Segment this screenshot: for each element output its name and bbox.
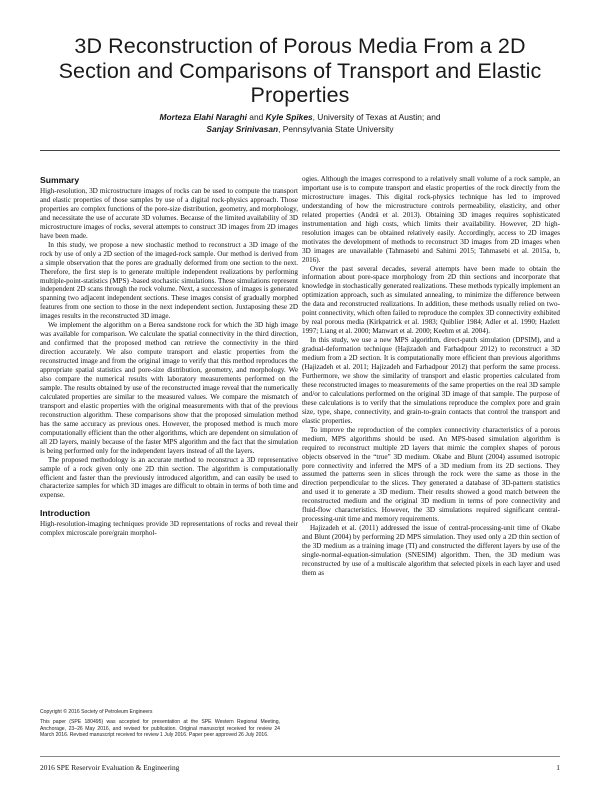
body-paragraph: ogies. Although the images correspond to a relatively small volume of a rock sample, an important use is to compute transport and elastic properties of the rock directly from the microstructure images. This digital rock-physics technique has led to improved understanding of how the microstructure controls permeability, elasticity, and other related properties (Andrä et al. 2013). Obtaining 3D images requires sophisticated instrumentation and high costs, which limits their availability. However, 2D high-resolution images can be obtained relatively easily. Accordingly, access to 2D images motivates the development of methods to reconstruct 3D images from 2D images when 3D images are unavailable (Tahmasebi and Sahimi 2015; Tahmasebi et al. 2015a, b, 2016). <box>302 175 560 264</box>
right-column <box>302 175 560 578</box>
affiliation-1: , University of Texas at Austin; and <box>312 112 441 122</box>
page-number: 1 <box>556 763 560 772</box>
summary-heading: Summary <box>40 175 80 185</box>
author-1: Morteza Elahi Naraghi <box>159 112 247 122</box>
introduction-paragraph: High-resolution-imaging techniques provide 3D representations of rocks and reveal their complex microscale pore/grain morphol- <box>40 520 298 538</box>
author-3: Sanjay Srinivasan <box>206 124 279 134</box>
footer-rule <box>40 756 560 757</box>
author-block <box>40 111 560 135</box>
body-paragraph: To improve the reproduction of the complex connectivity characteristics of a porous medium, MPS algorithms should be used. An MPS-based simulation algorithm is required to reconstruct multiple 2D layers that mimic the complex shapes of porous objects observed in the “true” 3D medium. Okabe and Blunt (2004) assumed isotropic pore connectivity and inferred the MPS of a 3D medium from its 2D sections. They assumed the patterns seen in slices through the rock were the same as those in the direction perpendicular to the slices. They generated a database of 3D-pattern statistics and used it to generate a 3D medium. Their results showed a good match between the reconstructed medium and the original 3D medium in terms of pore connectivity and fluid-flow characteristics. However, the 3D simulations required significant central-processing-unit time and memory requirements. <box>302 425 560 524</box>
body-paragraph: In this study, we use a new MPS algorithm, direct-patch simulation (DPSIM), and a gradual-deformation technique (Hajizadeh and Farhadpour 2012) to reconstruct a 3D medium from a 2D section. It is computationally more efficient than previous algorithms (Hajizadeh et al. 2011; Hajizadeh and Farhadpour 2012) that perform the same process. Furthermore, we show the similarity of transport and elastic properties calculated from these reconstructed images to measurements of the same properties on the real 3D sample and/or to calculations performed on the original 3D image of that sample. The purpose of these calculations is to verify that the simulations reproduce the complex pore and grain size, type, shape, connectivity, and grain-to-grain contacts that control the transport and elastic properties. <box>302 336 560 425</box>
summary-paragraph: High-resolution, 3D microstructure images of rocks can be used to compute the transport and elastic properties of those samples by use of a digital rock-physics approach. Those properties are complex functions of the pore-size distribution, geometry, and morphology, and necessitate the use of accurate 3D volumes. Because of the limited availability of 3D microstructure images of rocks, several attempts to construct 3D images from 2D images have been made. <box>40 187 298 240</box>
summary-paragraph: We implement the algorithm on a Berea sandstone rock for which the 3D high image was available for comparison. We calculate the spatial connectivity in the third direction, and confirmed that the proposed method can retrieve the connectivity in the third direction accurately. We also compute transport and elastic properties from the reconstructed image and from the original image to verify that this method reproduces the appropriate spatial statistics and pore-size distribution, geometry, and morphology. We also compare the numerical results with laboratory measurements performed on the sample. The results obtained by use of the reconstructed image reveal that the numerically calculated properties are similar to the measured values. We compare the mismatch of transport and elastic properties with the original measurements with that of the previous reconstruction algorithm. These comparisons show that the proposed simulation method has the same accuracy as previous ones. However, the proposed method is much more computationally efficient than the other algorithms, which are dependent on simulation of all 2D layers, mainly because of the faster MPS algorithm and the fact that the simulation is being performed only for the independent layers instead of all the layers. <box>40 321 298 455</box>
footnote <box>40 709 280 739</box>
author-2: Kyle Spikes <box>265 112 313 122</box>
paper-title: 3D Reconstruction of Porous Media From a 2D Section and Comparisons of Transport and Elastic Properties <box>58 34 542 107</box>
left-column <box>40 175 298 538</box>
copyright-line: Copyright © 2016 Society of Petroleum Engineers <box>40 709 153 715</box>
manuscript-note: This paper (SPE 180495) was accepted for presentation at the SPE Western Regional Meeting, Anchorage, 23–26 May 2016, and revised for publication. Original manuscript received for review 24 March 2016. Revised manuscript received for review 1 July 2016. Paper peer approved 26 July 2016. <box>40 719 280 739</box>
summary-paragraph: The proposed methodology is an accurate method to reconstruct a 3D representative sample of a rock given only one 2D thin section. The algorithm is computationally efficient and faster than the previously introduced algorithm, and can easily be used to characterize samples for which 3D images are difficult to obtain in terms of both time and expense. <box>40 455 298 500</box>
body-paragraph: Over the past several decades, several attempts have been made to obtain the information about pore-space morphology from 2D thin sections and incorporate that knowledge in stochastically generated realizations. These methods typically implement an optimization approach, such as simulated annealing, to minimize the difference between the data and reconstructed realizations. In addition, these methods usually relied on two-point connectivity, which often failed to reproduce the complex 3D connectivity exhibited by real porous media (Kirkpatrick et al. 1983; Quiblier 1984; Adler et al. 1990; Hazlett 1997; Liang et al. 2000; Manwart et al. 2000; Keehm et al. 2004). <box>302 264 560 336</box>
summary-paragraph: In this study, we propose a new stochastic method to reconstruct a 3D image of the rock by use of only a 2D section of the imaged-rock sample. Our method is derived from a simple observation that the pores are gradually deformed from one section to the next. Therefore, the first step is to generate multiple independent realizations by performing multiple-point-statistics (MPS) -based stochastic simulations. These simulations represent independent 2D scans through the rock volume. Next, a succession of images is generated spanning two adjacent independent sections. These images consist of gradually morphed features from one section to those in the next independent section. Juxtaposing these 2D images results in the reconstructed 3D image. <box>40 240 298 321</box>
header-rule <box>40 150 560 151</box>
body-paragraph: Hajizadeh et al. (2011) addressed the issue of central-processing-unit time of Okabe and Blunt (2004) by performing 2D MPS simulation. They used only a 2D thin section of the 3D medium as a training image (TI) and constructed the different layers by use of the single-normal-equation-simulation (SNESIM) algorithm. Then, the 3D medium was reconstructed by use of a multiscale algorithm that selected pixels in each layer and used them as <box>302 524 560 577</box>
affiliation-2: , Pennsylvania State University <box>278 124 394 134</box>
author-conjunction: and <box>246 112 266 122</box>
journal-footer: 2016 SPE Reservoir Evaluation & Engineering <box>40 763 180 772</box>
introduction-heading: Introduction <box>40 508 91 519</box>
